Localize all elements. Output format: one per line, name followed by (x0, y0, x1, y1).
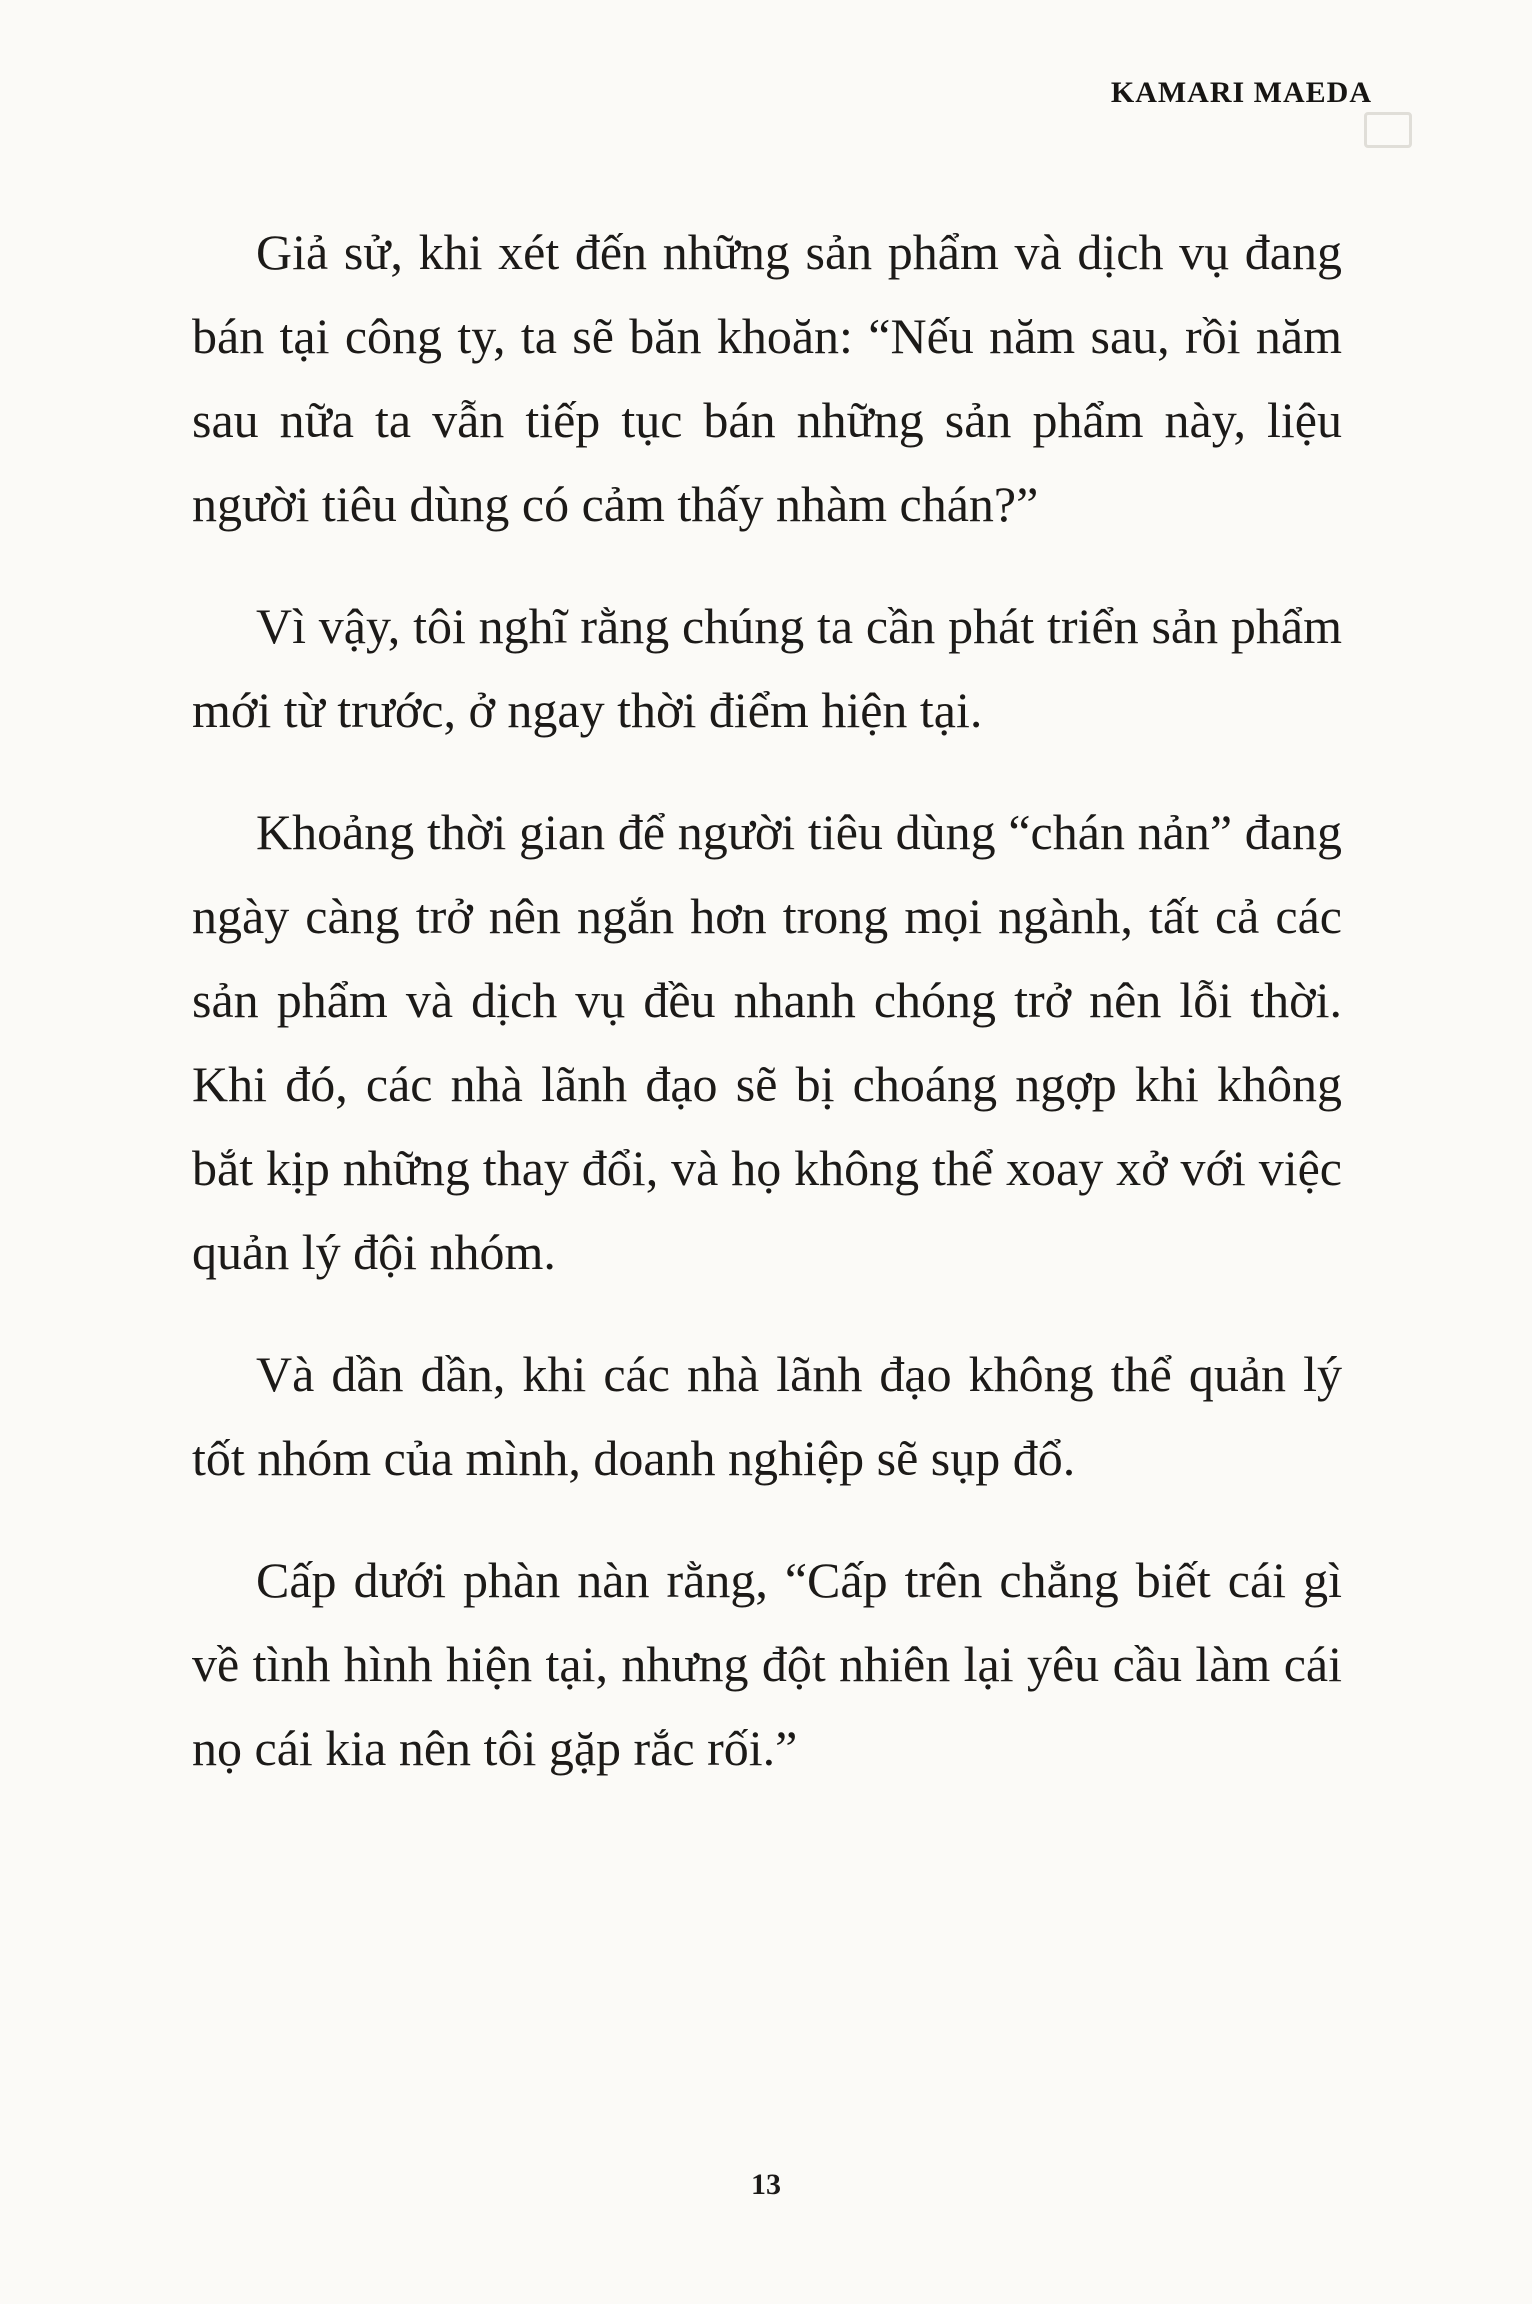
paragraph-3: Khoảng thời gian để người tiêu dùng “chán nản” đang ngày càng trở nên ngắn hơn trong mọi ngành, tất cả các sản phẩm và dịch vụ đều nhanh chóng trở nên lỗi thời. Khi đó, các nhà lãnh đạo sẽ bị choáng ngợp khi không bắt kịp những thay đổi, và họ không thể xoay xở với việc quản lý đội nhóm. (192, 804, 1342, 1280)
paragraph-2: Vì vậy, tôi nghĩ rằng chúng ta cần phát triển sản phẩm mới từ trước, ở ngay thời điểm hiện tại. (192, 598, 1342, 738)
paragraph-5: Cấp dưới phàn nàn rằng, “Cấp trên chẳng biết cái gì về tình hình hiện tại, nhưng đột nhiên lại yêu cầu làm cái nọ cái kia nên tôi gặp rắc rối.” (192, 1552, 1342, 1776)
corner-mark (1364, 112, 1412, 148)
page-number: 13 (751, 2168, 781, 2201)
running-header-author: KAMARI MAEDA (1110, 76, 1372, 109)
paragraph-4: Và dần dần, khi các nhà lãnh đạo không thể quản lý tốt nhóm của mình, doanh nghiệp sẽ sụp đổ. (192, 1346, 1342, 1486)
paragraph-1: Giả sử, khi xét đến những sản phẩm và dịch vụ đang bán tại công ty, ta sẽ băn khoăn: “Nếu năm sau, rồi năm sau nữa ta vẫn tiếp tục bán những sản phẩm này, liệu người tiêu dùng có cảm thấy nhàm chán?” (192, 224, 1342, 532)
body-text (192, 210, 1342, 1828)
